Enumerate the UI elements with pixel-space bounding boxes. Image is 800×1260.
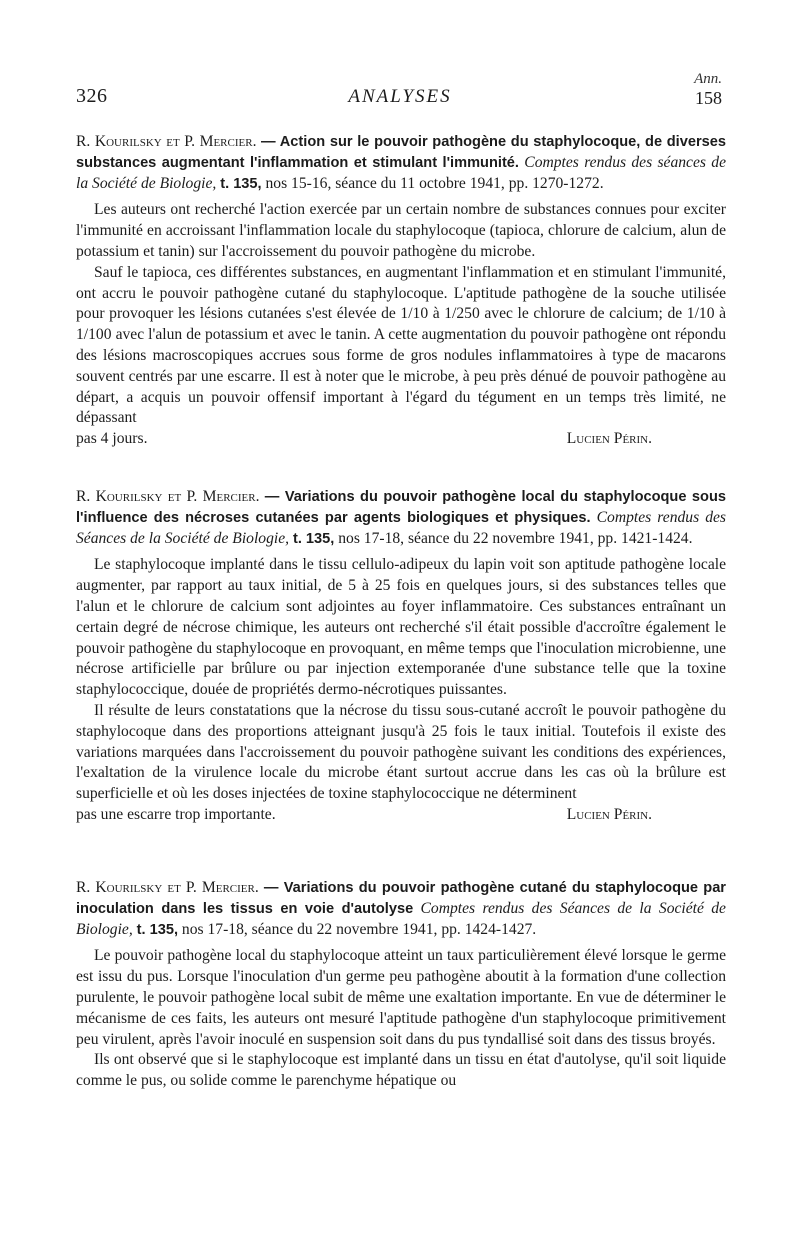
- article-2-source: Comptes rendus des Séances de la Société de Biologie,: [76, 508, 726, 547]
- article-1-closing-line: [76, 429, 726, 450]
- article-2-signature: Lucien Périn.: [566, 805, 652, 823]
- running-head: [0, 0, 800, 120]
- article-1-last-line: pas 4 jours.: [76, 430, 148, 448]
- volume-number: 158: [695, 88, 722, 108]
- article-3-header: [76, 878, 726, 940]
- article-3-source: Comptes rendus des Séances de la Société de Biologie,: [76, 899, 726, 938]
- article-2-header: [76, 487, 726, 549]
- article-2-paragraph-2: Il résulte de leurs constatations que la nécrose du tissu sous-cutané accroît le pouvoir pathogène du staphylocoque dans des proportions atteignant jusqu'à 25 fois le taux initial. Toutefois il existe des variations marquées dans l'accroissement du pouvoir pathogène suivant les conditions des expériences, l'exaltation de la virulence locale du microbe étant surtout accrue dans les cas où la brûlure est superficielle et où les doses injectées de toxine staphylococcique ne déterminent: [76, 701, 726, 803]
- article-1-title: — Action sur le pouvoir pathogène du staphylocoque, de diverses substances augmentant l'inflammation et stimulant l'immunité.: [76, 134, 726, 171]
- article-1-paragraph-2: Sauf le tapioca, ces différentes substances, en augmentant l'inflammation et en stimulant l'immunité, ont accru le pouvoir pathogène cutané du staphylocoque. L'aptitude pathogène de la souche utilisée pour provoquer les lésions cutanées s'est élevée de 1/10 à 1/250 avec le chlorure de calcium; de 1/10 à 1/100 avec l'alun de potassium et avec le tanin. A cette augmentation du pouvoir pathogène ont répondu des lésions macroscopiques accrues sous forme de gros nodules inflammatoires à type de macarons souvent centrés par une escarre. Il est à noter que le microbe, à peu près dénué de pouvoir pathogène au départ, a acquis un pouvoir offensif important à l'égard du tégument en un temps très limité, ne dépassant: [76, 263, 726, 427]
- article-2: [76, 487, 726, 826]
- section-title: ANALYSES: [348, 86, 452, 107]
- article-1-header: [76, 132, 726, 194]
- article-1-authors: R. Kourilsky et P. Mercier.: [76, 133, 257, 150]
- article-1-details: nos 15-16, séance du 11 octobre 1941, pp. 1270-1272.: [265, 174, 604, 192]
- article-2-body: [76, 555, 726, 825]
- article-2-volume: t. 135,: [292, 530, 335, 547]
- page-number: 326: [76, 85, 108, 107]
- article-2-closing-line: [76, 805, 726, 826]
- article-3-details: nos 17-18, séance du 22 novembre 1941, pp. 1424-1427.: [181, 920, 537, 938]
- article-3: [76, 878, 726, 1092]
- article-3-body: [76, 946, 726, 1092]
- article-2-last-line: pas une escarre trop importante.: [76, 805, 276, 823]
- article-2-title: — Variations du pouvoir pathogène local du staphylocoque sous l'influence des nécroses cutanées par agents biologiques et physiques.: [76, 489, 726, 526]
- article-1-source: Comptes rendus des séances de la Société de Biologie,: [76, 153, 726, 192]
- article-3-paragraph-2: Ils ont observé que si le staphylocoque est implanté dans un tissu en état d'autolyse, qu'il soit liquide comme le pus, ou solide comme le parenchyme hépatique ou: [76, 1051, 726, 1090]
- article-1-volume: t. 135,: [220, 175, 262, 192]
- article-1-signature: Lucien Périn.: [566, 430, 652, 448]
- article-1: [76, 132, 726, 450]
- article-2-authors: R. Kourilsky et P. Mercier.: [76, 488, 260, 505]
- article-3-title: — Variations du pouvoir pathogène cutané du staphylocoque par inoculation dans les tissus en voie d'autolyse: [76, 880, 726, 917]
- running-head-annotation: Ann.: [694, 71, 722, 87]
- article-2-details: nos 17-18, séance du 22 novembre 1941, pp. 1421-1424.: [338, 529, 693, 547]
- article-1-body: [76, 200, 726, 450]
- article-1-paragraph-1: Les auteurs ont recherché l'action exercée par un certain nombre de substances connues pour exciter l'immunité en accroissant l'inflammation locale du staphylocoque (tapioca, chlorure de calcium, alun de potassium et tanin) sur l'accroissement du pouvoir pathogène du microbe.: [76, 201, 726, 260]
- article-3-authors: R. Kourilsky et P. Mercier.: [76, 879, 259, 896]
- article-3-paragraph-1: Le pouvoir pathogène local du staphylocoque atteint un taux particulièrement élevé lorsque le germe est issu du pus. Lorsque l'inoculation d'un germe peu pathogène aboutit à la formation d'une collection purulente, le pouvoir pathogène local subit de même une exaltation importante. En vue de déterminer le mécanisme de ces faits, les auteurs ont mesuré l'aptitude pathogène d'un staphylocoque primitivement peu virulent, après l'avoir inoculé en suspension soit dans du pus tyndallisé soit dans des tissus broyés.: [76, 947, 726, 1048]
- article-2-paragraph-1: Le staphylocoque implanté dans le tissu cellulo-adipeux du lapin voit son aptitude pathogène locale augmenter, par rapport au taux initial, de 5 à 25 fois en quelques jours, si des substances telles que l'alun et le chlorure de calcium sont adjointes au foyer inflammatoire. Ces substances entraînant un certain degré de nécrose chimique, les auteurs ont recherché s'il était possible d'accroître également le pouvoir pathogène du staphylocoque en provoquant, en même temps que l'inoculation microbienne, une nécrose artificielle par brûlure ou par injection extemporanée d'une substance telle que la toxine staphylococcique, douée de propriétés dermo-nécrotiques puissantes.: [76, 556, 726, 699]
- article-3-volume: t. 135,: [136, 921, 179, 938]
